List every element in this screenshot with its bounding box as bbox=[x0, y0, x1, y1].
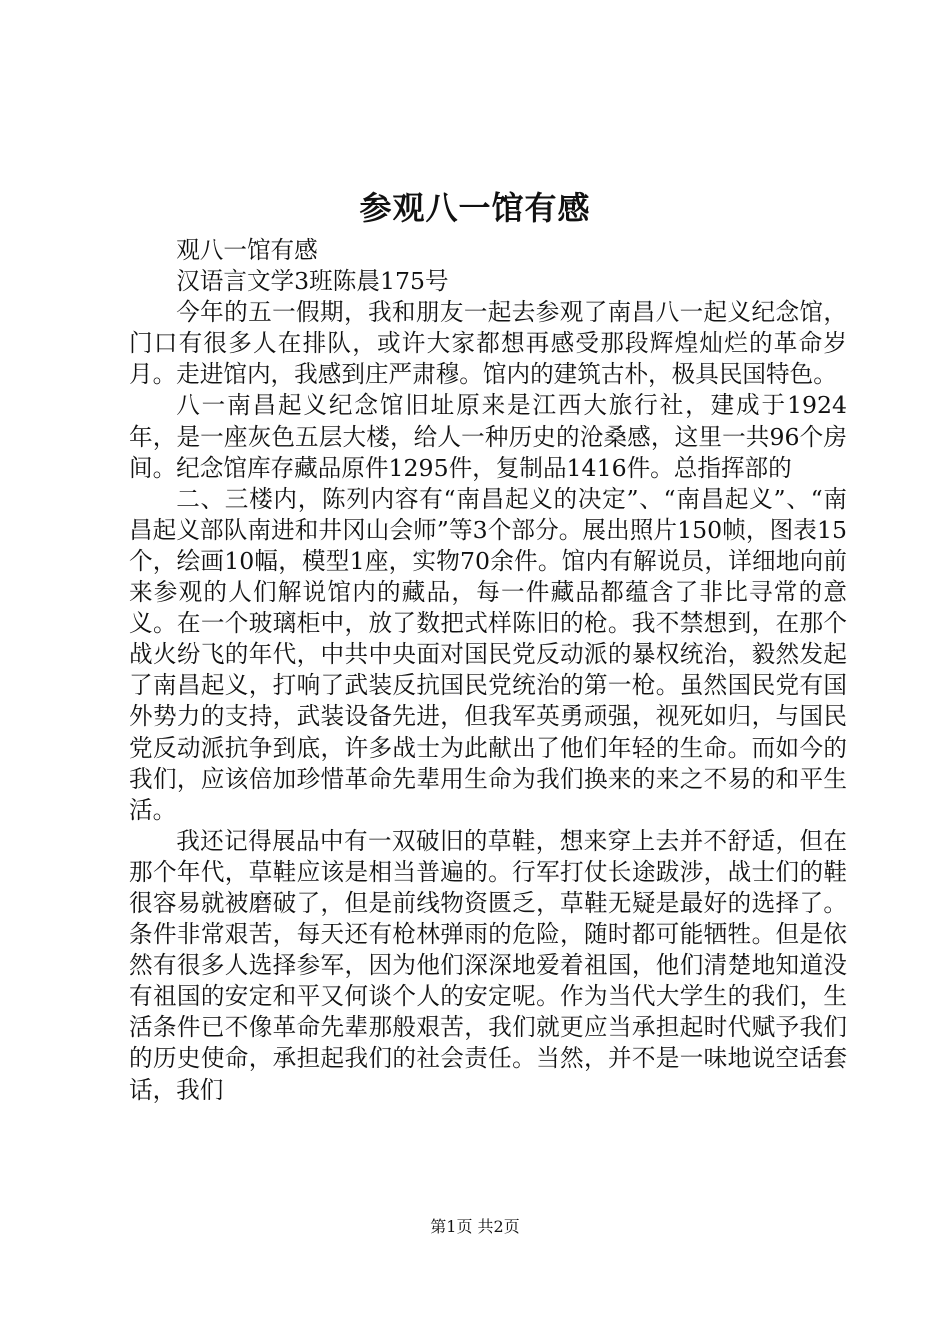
paragraph-author: 汉语言文学3班陈晨175号 bbox=[176, 267, 449, 296]
paragraph-history: 八一南昌起义纪念馆旧址原来是江西大旅行社，建成于1924年，是一座灰色五层大楼，给人一种历史的沧桑感，这里一共96个房间。纪念馆库存藏品原件1295件，复制品1416件。总指挥部的 bbox=[129, 391, 847, 482]
paragraph-intro: 今年的五一假期，我和朋友一起去参观了南昌八一起义纪念馆，门口有很多人在排队，或许大家都想再感受那段辉煌灿烂的革命岁月。走进馆内，我感到庄严肃穆。馆内的建筑古朴，极具民国特色。 bbox=[129, 298, 847, 389]
paragraph-sandals: 我还记得展品中有一双破旧的草鞋，想来穿上去并不舒适，但在那个年代，草鞋应该是相当普遍的。行军打仗长途跋涉，战士们的鞋很容易就被磨破了，但是前线物资匮乏，草鞋无疑是最好的选择了。条件非常艰苦，每天还有枪林弹雨的危险，随时都可能牺牲。但是依然有很多人选择参军，因为他们深深地爱着祖国，他们清楚地知道没有祖国的安定和平又何谈个人的安定呢。作为当代大学生的我们，生活条件已不像革命先辈那般艰苦，我们就更应当承担起时代赋予我们的历史使命，承担起我们的社会责任。当然，并不是一味地说空话套话，我们 bbox=[129, 826, 847, 1104]
paragraph-exhibits: 二、三楼内，陈列内容有“南昌起义的决定”、“南昌起义”、“南昌起义部队南进和井冈山会师”等3个部分。展出照片150帧，图表15个，绘画10幅，模型1座，实物70余件。馆内有解说员，详细地向前来参观的人们解说馆内的藏品，每一件藏品都蕴含了非比寻常的意义。在一个玻璃柜中，放了数把式样陈旧的枪。我不禁想到，在那个战火纷飞的年代，中共中央面对国民党反动派的暴权统治，毅然发起了南昌起义，打响了武装反抗国民党统治的第一枪。虽然国民党有国外势力的支持，武装设备先进，但我军英勇顽强，视死如归，与国民党反动派抗争到底，许多战士为此献出了他们年轻的生命。而如今的我们，应该倍加珍惜革命先辈用生命为我们换来的来之不易的和平生活。 bbox=[129, 484, 847, 824]
page-footer: 第1页 共2页 bbox=[430, 1217, 520, 1236]
paragraph-subtitle: 观八一馆有感 bbox=[176, 236, 318, 264]
document-body bbox=[129, 235, 847, 1106]
document-title: 参观八一馆有感 bbox=[359, 189, 591, 227]
